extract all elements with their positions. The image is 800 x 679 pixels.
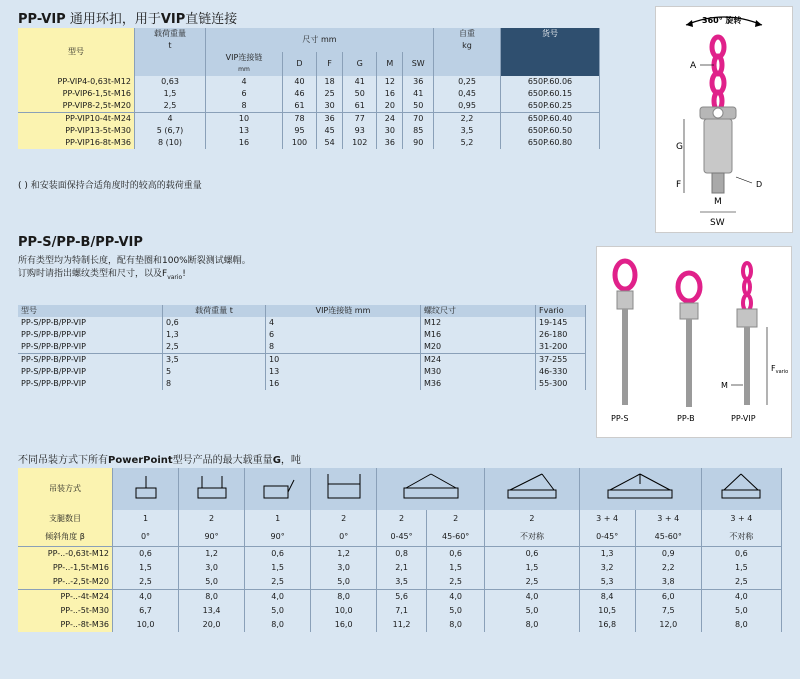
table-row [18, 604, 782, 618]
table-cell: 5,0 [701, 604, 781, 618]
table-row [18, 100, 600, 113]
table-header-row [18, 28, 600, 52]
table-row [18, 547, 782, 562]
table-cell: 3,0 [179, 561, 245, 575]
table-cell: 50 [343, 88, 377, 100]
table-cell: 0° [113, 528, 179, 547]
table-cell: 4,0 [113, 590, 179, 605]
table-cell: PP-S/PP-B/PP-VIP [18, 378, 163, 390]
table-cell: 36 [377, 137, 403, 149]
table-cell: 支腿数目 [18, 510, 113, 528]
table-cell: 2 [426, 510, 484, 528]
table-cell: 1,2 [179, 547, 245, 562]
table-cell: 650P.60.80 [501, 137, 600, 149]
table-cell: 16 [206, 137, 283, 149]
table-cell: 13,4 [179, 604, 245, 618]
table-cell: 1,3 [579, 547, 635, 562]
table-cell: 70 [403, 113, 434, 126]
table-cell: 0,6 [426, 547, 484, 562]
table-header-row [18, 468, 782, 510]
table-cell: 102 [343, 137, 377, 149]
table-cell: 16 [377, 88, 403, 100]
table-cell: 16,8 [579, 618, 635, 632]
hdr-G: G [343, 52, 377, 76]
section2-desc1: 所有类型均为特制长度，配有垫圈和100%断裂测试螺帽。 [18, 256, 251, 266]
table-cell: 650P.60.50 [501, 125, 600, 137]
table-cell: 93 [343, 125, 377, 137]
sling-icon-7 [579, 468, 701, 510]
table-cell: 8 [163, 378, 266, 390]
table-cell: 55-300 [536, 378, 586, 390]
table-cell: 型号 [18, 305, 163, 317]
table-cell: 24 [377, 113, 403, 126]
table-cell: 1,5 [485, 561, 579, 575]
table-cell: 3,2 [579, 561, 635, 575]
hdr-method: 吊装方式 [18, 468, 113, 510]
table-cell: 4 [266, 317, 421, 329]
table-cell: 40 [283, 76, 317, 88]
hdr-F: F [317, 52, 343, 76]
sling-icon-5 [377, 468, 485, 510]
table-cell: PP-VIP13-5t-M30 [18, 125, 135, 137]
table-row [18, 76, 600, 88]
table-row [18, 329, 586, 341]
table-cell: M30 [421, 366, 536, 378]
table-cell: 1,5 [426, 561, 484, 575]
table-cell: M24 [421, 354, 536, 367]
table-cell: 90° [245, 528, 311, 547]
table-cell: 8,0 [245, 618, 311, 632]
table-cell: 100 [283, 137, 317, 149]
table-cell: 8 [206, 100, 283, 113]
table-cell: PP-VIP6-1,5t-M16 [18, 88, 135, 100]
hdr-weight: 自重 kg [434, 28, 501, 52]
table-cell: 3,5 [377, 575, 427, 590]
table-cell: 螺纹尺寸 [421, 305, 536, 317]
hdr-chain: VIP连接链 mm [206, 52, 283, 76]
table-cell: PP-..-5t-M30 [18, 604, 113, 618]
table-cell: 2 [485, 510, 579, 528]
table-cell: 5,0 [426, 604, 484, 618]
sling-icon-4 [311, 468, 377, 510]
table-cell: 2,2 [635, 561, 701, 575]
table-cell: 8,0 [311, 590, 377, 605]
table-cell: 2 [311, 510, 377, 528]
table-cell: 45-60° [426, 528, 484, 547]
table-row [18, 575, 782, 590]
table-cell: PP-S/PP-B/PP-VIP [18, 329, 163, 341]
section1-title: PP-VIP 通用环扣，用于VIP直链连接 [18, 12, 238, 27]
table-cell: 5,0 [311, 575, 377, 590]
table-cell: 5,0 [245, 604, 311, 618]
table-cell: 20 [377, 100, 403, 113]
table-cell: 3,5 [163, 354, 266, 367]
table-cell: 2,2 [434, 113, 501, 126]
powerpoint-load-table [18, 468, 782, 632]
table-cell: 36 [317, 113, 343, 126]
table-cell: 46-330 [536, 366, 586, 378]
table-cell: 0,8 [377, 547, 427, 562]
table-cell: 8,0 [179, 590, 245, 605]
table-cell: 载荷重量 t [163, 305, 266, 317]
table-cell: 2,5 [485, 575, 579, 590]
table-cell: 11,2 [377, 618, 427, 632]
table-cell: PP-VIP16-8t-M36 [18, 137, 135, 149]
table-cell: 650P.60.15 [501, 88, 600, 100]
table-cell: 1,2 [311, 547, 377, 562]
sling-icon-8 [701, 468, 781, 510]
table-row [18, 341, 586, 354]
pp-vip-table [18, 28, 600, 149]
table-cell: 3,0 [311, 561, 377, 575]
table-cell: 4,0 [485, 590, 579, 605]
table-cell: 1,5 [245, 561, 311, 575]
table-cell: 4,0 [701, 590, 781, 605]
table-cell: 0,9 [635, 547, 701, 562]
table-cell: 50 [403, 100, 434, 113]
table-cell: 12 [377, 76, 403, 88]
table-cell: 0,6 [163, 317, 266, 329]
table-cell: 4,0 [426, 590, 484, 605]
table-cell: PP-..-0,63t-M12 [18, 547, 113, 562]
table-cell: 650P.60.06 [501, 76, 600, 88]
fig2-label-pp-b: PP-B [677, 414, 695, 423]
table-cell: PP-VIP8-2,5t-M20 [18, 100, 135, 113]
table-cell: 45 [317, 125, 343, 137]
table-cell: 5,2 [434, 137, 501, 149]
table-cell: 8 (10) [135, 137, 206, 149]
table-cell: 0,6 [113, 547, 179, 562]
table-cell: 0-45° [377, 528, 427, 547]
table-cell: 0,6 [485, 547, 579, 562]
table-cell: 41 [343, 76, 377, 88]
table-cell: PP-VIP4-0,63t-M12 [18, 76, 135, 88]
table-cell: 36 [403, 76, 434, 88]
pp-s-b-vip-drawing [596, 246, 792, 438]
table-cell: 6 [266, 329, 421, 341]
fig2-label-pp-s: PP-S [611, 414, 629, 423]
table-cell: 31-200 [536, 341, 586, 354]
table-cell: 46 [283, 88, 317, 100]
table-cell: 30 [377, 125, 403, 137]
svg-text:360° 旋转: 360° 旋转 [702, 16, 742, 25]
table-cell: 3,8 [635, 575, 701, 590]
section2-title: PP-S/PP-B/PP-VIP [18, 235, 143, 250]
table-cell: 6 [206, 88, 283, 100]
table-cell: 10,0 [113, 618, 179, 632]
section2-desc2: 订购时请指出螺纹类型和尺寸，以及$F_{vario}$! [18, 269, 186, 281]
table-cell: 2,5 [135, 100, 206, 113]
table-cell: 61 [283, 100, 317, 113]
table-cell: 12,0 [635, 618, 701, 632]
table-cell: 3 + 4 [701, 510, 781, 528]
table-cell: 倾斜角度 β [18, 528, 113, 547]
table-cell: 不对称 [701, 528, 781, 547]
table-cell: 26-180 [536, 329, 586, 341]
table-cell: PP-S/PP-B/PP-VIP [18, 317, 163, 329]
fig2-fvario-label: $F_{vario}$ [771, 364, 789, 375]
table-cell: 37-255 [536, 354, 586, 367]
table-cell: 0,45 [434, 88, 501, 100]
table-cell: 1,5 [135, 88, 206, 100]
table-cell: 不对称 [485, 528, 579, 547]
table-cell: 0,25 [434, 76, 501, 88]
table-cell: 2,5 [113, 575, 179, 590]
svg-text:G: G [676, 142, 683, 152]
table-cell: 650P.60.40 [501, 113, 600, 126]
table-cell: 0,63 [135, 76, 206, 88]
table-row [18, 561, 782, 575]
table-cell: 8,0 [426, 618, 484, 632]
hdr-model: 型号 [18, 28, 135, 76]
table-cell: PP-S/PP-B/PP-VIP [18, 341, 163, 354]
table-cell: PP-VIP10-4t-M24 [18, 113, 135, 126]
table-cell: 7,1 [377, 604, 427, 618]
sling-icon-6 [485, 468, 579, 510]
hdr-D: D [283, 52, 317, 76]
table-cell: 2,5 [245, 575, 311, 590]
table-cell: 8 [266, 341, 421, 354]
table-cell: 13 [266, 366, 421, 378]
table-cell: 5,3 [579, 575, 635, 590]
table-cell: Fvario [536, 305, 586, 317]
table-cell: 0° [311, 528, 377, 547]
svg-text:SW: SW [710, 218, 725, 228]
hdr-load: 载荷重量 t [135, 28, 206, 52]
table-cell: 0,95 [434, 100, 501, 113]
table-cell: 7,5 [635, 604, 701, 618]
sling-icon-3 [245, 468, 311, 510]
fig2-label-pp-vip: PP-VIP [731, 414, 756, 423]
table-cell: 2,5 [701, 575, 781, 590]
table-cell: 6,0 [635, 590, 701, 605]
table-cell: PP-..-2,5t-M20 [18, 575, 113, 590]
table-cell: 2 [377, 510, 427, 528]
table-cell: 25 [317, 88, 343, 100]
table-cell: PP-..-1,5t-M16 [18, 561, 113, 575]
section3-title: 不同吊装方式下所有PowerPoint型号产品的最大载重量G，吨 [18, 455, 301, 466]
table-cell: PP-S/PP-B/PP-VIP [18, 366, 163, 378]
hdr-SW: SW [403, 52, 434, 76]
table-cell: 5 [163, 366, 266, 378]
table-cell: 16 [266, 378, 421, 390]
table-cell: 8,4 [579, 590, 635, 605]
table-row [18, 125, 600, 137]
table-cell: 0-45° [579, 528, 635, 547]
table-cell: 5,6 [377, 590, 427, 605]
table-header-row [18, 305, 586, 317]
table-cell: 2,5 [163, 341, 266, 354]
hdr-dims: 尺寸 mm [206, 28, 434, 52]
table-cell: 85 [403, 125, 434, 137]
table-cell: 4 [135, 113, 206, 126]
table-cell: 20,0 [179, 618, 245, 632]
svg-text:A: A [690, 61, 697, 71]
table-cell: 8,0 [485, 618, 579, 632]
pp-s-table [18, 305, 586, 390]
table-header-row [18, 510, 782, 528]
table-cell: 30 [317, 100, 343, 113]
table-cell: 2,5 [426, 575, 484, 590]
table-row [18, 137, 600, 149]
table-cell: 10,0 [311, 604, 377, 618]
table-cell: 19-145 [536, 317, 586, 329]
sling-icon-2 [179, 468, 245, 510]
sling-icon-1 [113, 468, 179, 510]
hdr-M: M [377, 52, 403, 76]
table-cell: M16 [421, 329, 536, 341]
table-cell [434, 52, 501, 76]
table-cell: 2 [179, 510, 245, 528]
table-cell [135, 52, 206, 76]
table-cell: 10 [206, 113, 283, 126]
table-row [18, 317, 586, 329]
table-cell: 0,6 [701, 547, 781, 562]
table-cell: 5 (6,7) [135, 125, 206, 137]
table-row [18, 354, 586, 367]
table-cell: 78 [283, 113, 317, 126]
table-cell: M20 [421, 341, 536, 354]
table-cell: 5,0 [179, 575, 245, 590]
svg-text:M: M [714, 197, 722, 207]
table-cell: 0,6 [245, 547, 311, 562]
hdr-code: 货号 [501, 28, 600, 76]
table-cell: 3,5 [434, 125, 501, 137]
table-row [18, 88, 600, 100]
table-cell: VIP连接链 mm [266, 305, 421, 317]
table-cell: 1,5 [701, 561, 781, 575]
table-cell: 6,7 [113, 604, 179, 618]
table-cell: M12 [421, 317, 536, 329]
table-row [18, 113, 600, 126]
table-cell: PP-S/PP-B/PP-VIP [18, 354, 163, 367]
table-cell: 1 [113, 510, 179, 528]
table-cell: 10 [266, 354, 421, 367]
table-cell: PP-..-8t-M36 [18, 618, 113, 632]
table-cell: 1 [245, 510, 311, 528]
table-cell: 45-60° [635, 528, 701, 547]
pp-vip-drawing [655, 6, 793, 233]
table-cell: M36 [421, 378, 536, 390]
table-cell: 5,0 [485, 604, 579, 618]
table-cell: 10,5 [579, 604, 635, 618]
table-cell: 4 [206, 76, 283, 88]
table-cell: 3 + 4 [635, 510, 701, 528]
table-cell: 90° [179, 528, 245, 547]
table-cell: 13 [206, 125, 283, 137]
table-cell: 61 [343, 100, 377, 113]
table-cell: 650P.60.25 [501, 100, 600, 113]
table-cell: 41 [403, 88, 434, 100]
table-cell: 1,3 [163, 329, 266, 341]
table-cell: 54 [317, 137, 343, 149]
table-cell: 16,0 [311, 618, 377, 632]
table1-note: ( ) 和安装面保持合适角度时的较高的载荷重量 [18, 181, 202, 191]
table-row [18, 618, 782, 632]
table-row [18, 366, 586, 378]
svg-text:F: F [676, 180, 682, 190]
table-cell: 90 [403, 137, 434, 149]
table-header-row [18, 528, 782, 547]
table-row [18, 378, 586, 390]
table-cell: 18 [317, 76, 343, 88]
svg-text:D: D [756, 180, 763, 189]
table-row [18, 590, 782, 605]
table-cell: 4,0 [245, 590, 311, 605]
table-cell: PP-..-4t-M24 [18, 590, 113, 605]
table-cell: 3 + 4 [579, 510, 635, 528]
table-cell: 1,5 [113, 561, 179, 575]
table-cell: 8,0 [701, 618, 781, 632]
table-cell: 95 [283, 125, 317, 137]
table-cell: 2,1 [377, 561, 427, 575]
table-cell: 77 [343, 113, 377, 126]
svg-text:M: M [721, 381, 728, 390]
